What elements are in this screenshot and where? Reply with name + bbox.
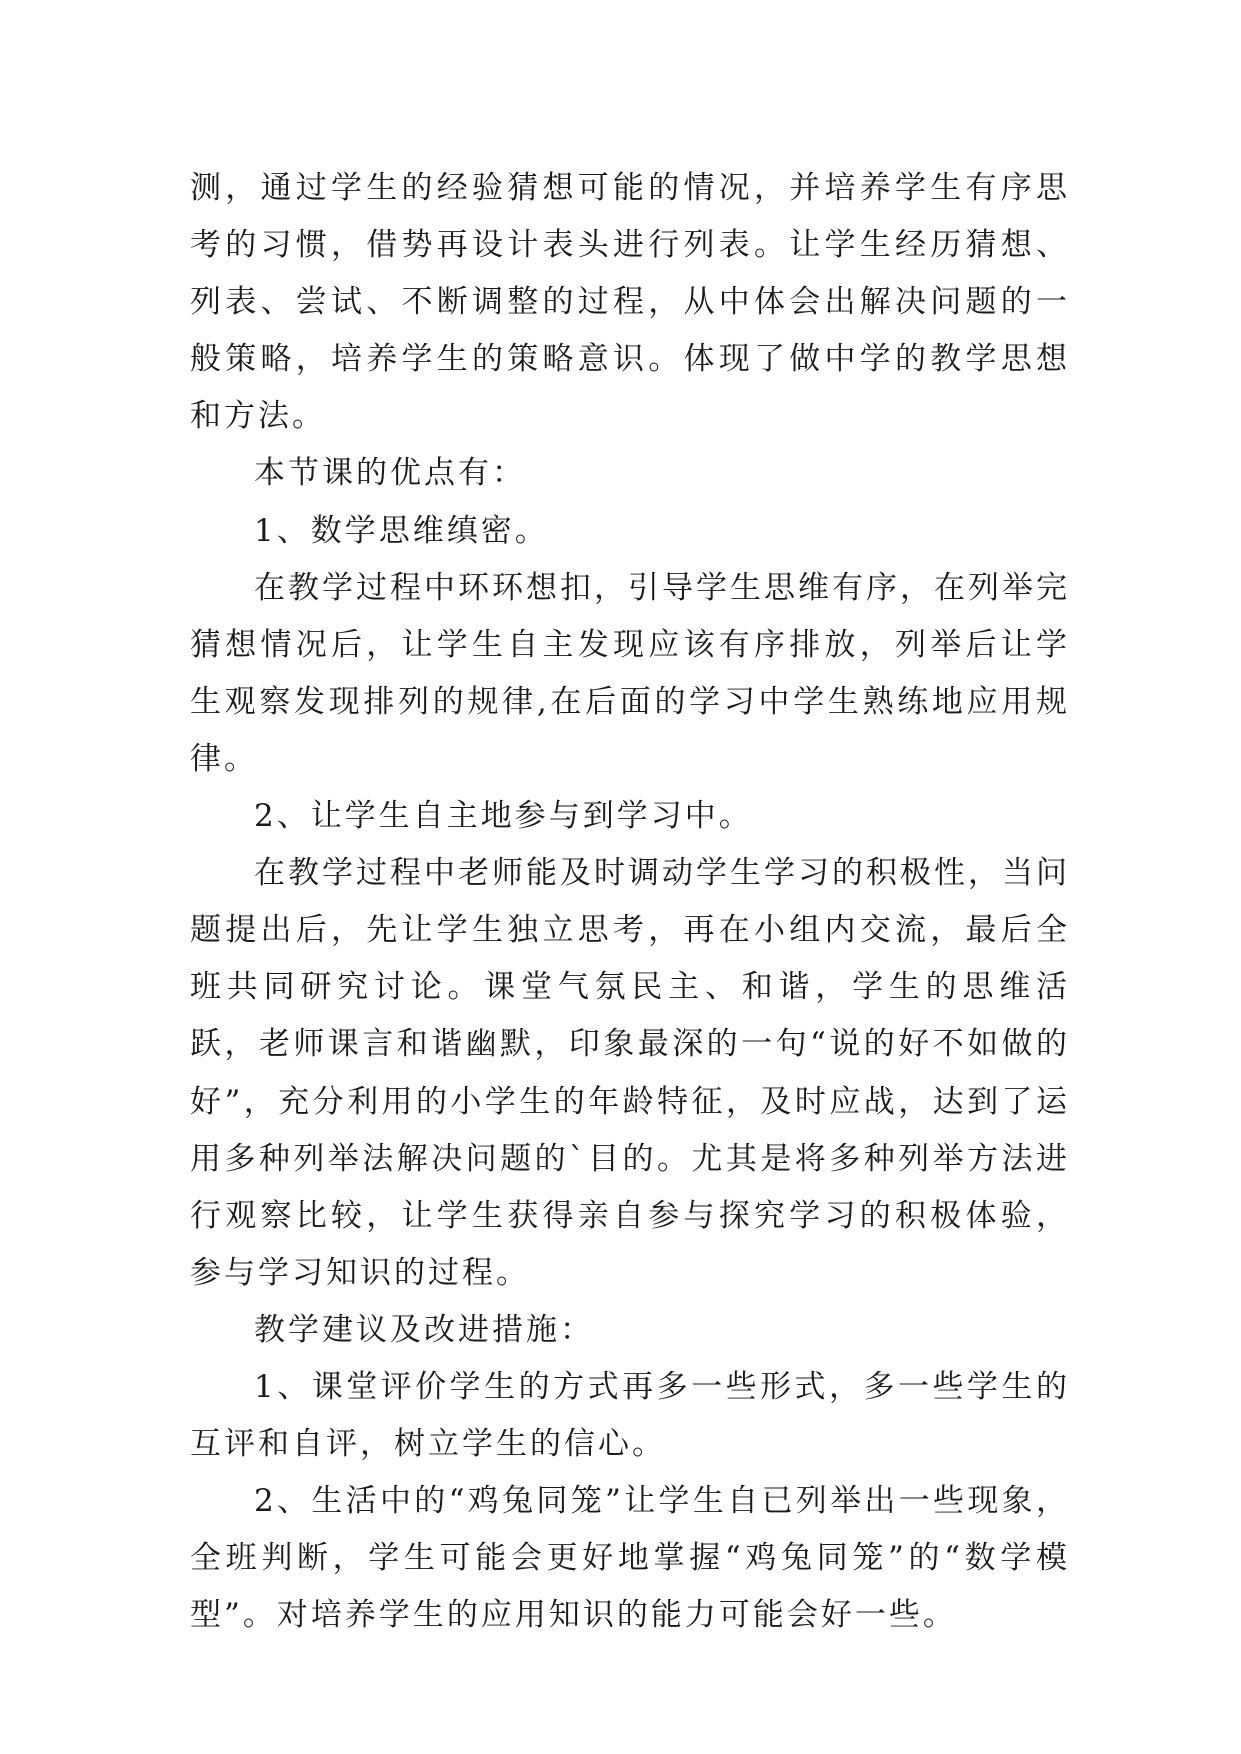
- paragraph-point-1-heading: 1、数学思维缜密。: [254, 512, 549, 549]
- paragraph-suggestion-2: 2、生活中的“鸡兔同笼”让学生自已列举出一些现象，全班判断，学生可能会更好地掌握“鸡兔同笼”的“数学模型”。对培养学生的应用知识的能力可能会好一些。: [190, 1483, 1070, 1634]
- paragraph-point-2-body: 在教学过程中老师能及时调动学生学习的积极性，当问题提出后，先让学生独立思考，再在小组内交流，最后全班共同研究讨论。课堂气氛民主、和谐，学生的思维活跃，老师课言和谐幽默，印象最深的一句“说的好不如做的好”，充分利用的小学生的年龄特征，及时应战，达到了运用多种列举法解决问题的`目的。尤其是将多种列举方法进行观察比较，让学生获得亲自参与探究学习的积极体验，参与学习知识的过程。: [190, 855, 1070, 1291]
- document-body: [190, 160, 1070, 1644]
- paragraph-advantages-heading: 本节课的优点有：: [254, 455, 526, 492]
- paragraph-point-2-heading: 2、让学生自主地参与到学习中。: [254, 798, 753, 835]
- paragraph-point-1-body: 在教学过程中环环想扣，引导学生思维有序，在列举完猜想情况后，让学生自主发现应该有序排放，列举后让学生观察发现排列的规律,在后面的学习中学生熟练地应用规律。: [190, 569, 1070, 777]
- paragraph-suggestions-heading: 教学建议及改进措施：: [254, 1311, 594, 1348]
- paragraph-suggestion-1: 1、课堂评价学生的方式再多一些形式，多一些学生的互评和自评，树立学生的信心。: [190, 1368, 1070, 1463]
- paragraph-continuation: 测，通过学生的经验猜想可能的情况，并培养学生有序思考的习惯，借势再设计表头进行列表。让学生经历猜想、列表、尝试、不断调整的过程，从中体会出解决问题的一般策略，培养学生的策略意识。体现了做中学的教学思想和方法。: [190, 170, 1070, 435]
